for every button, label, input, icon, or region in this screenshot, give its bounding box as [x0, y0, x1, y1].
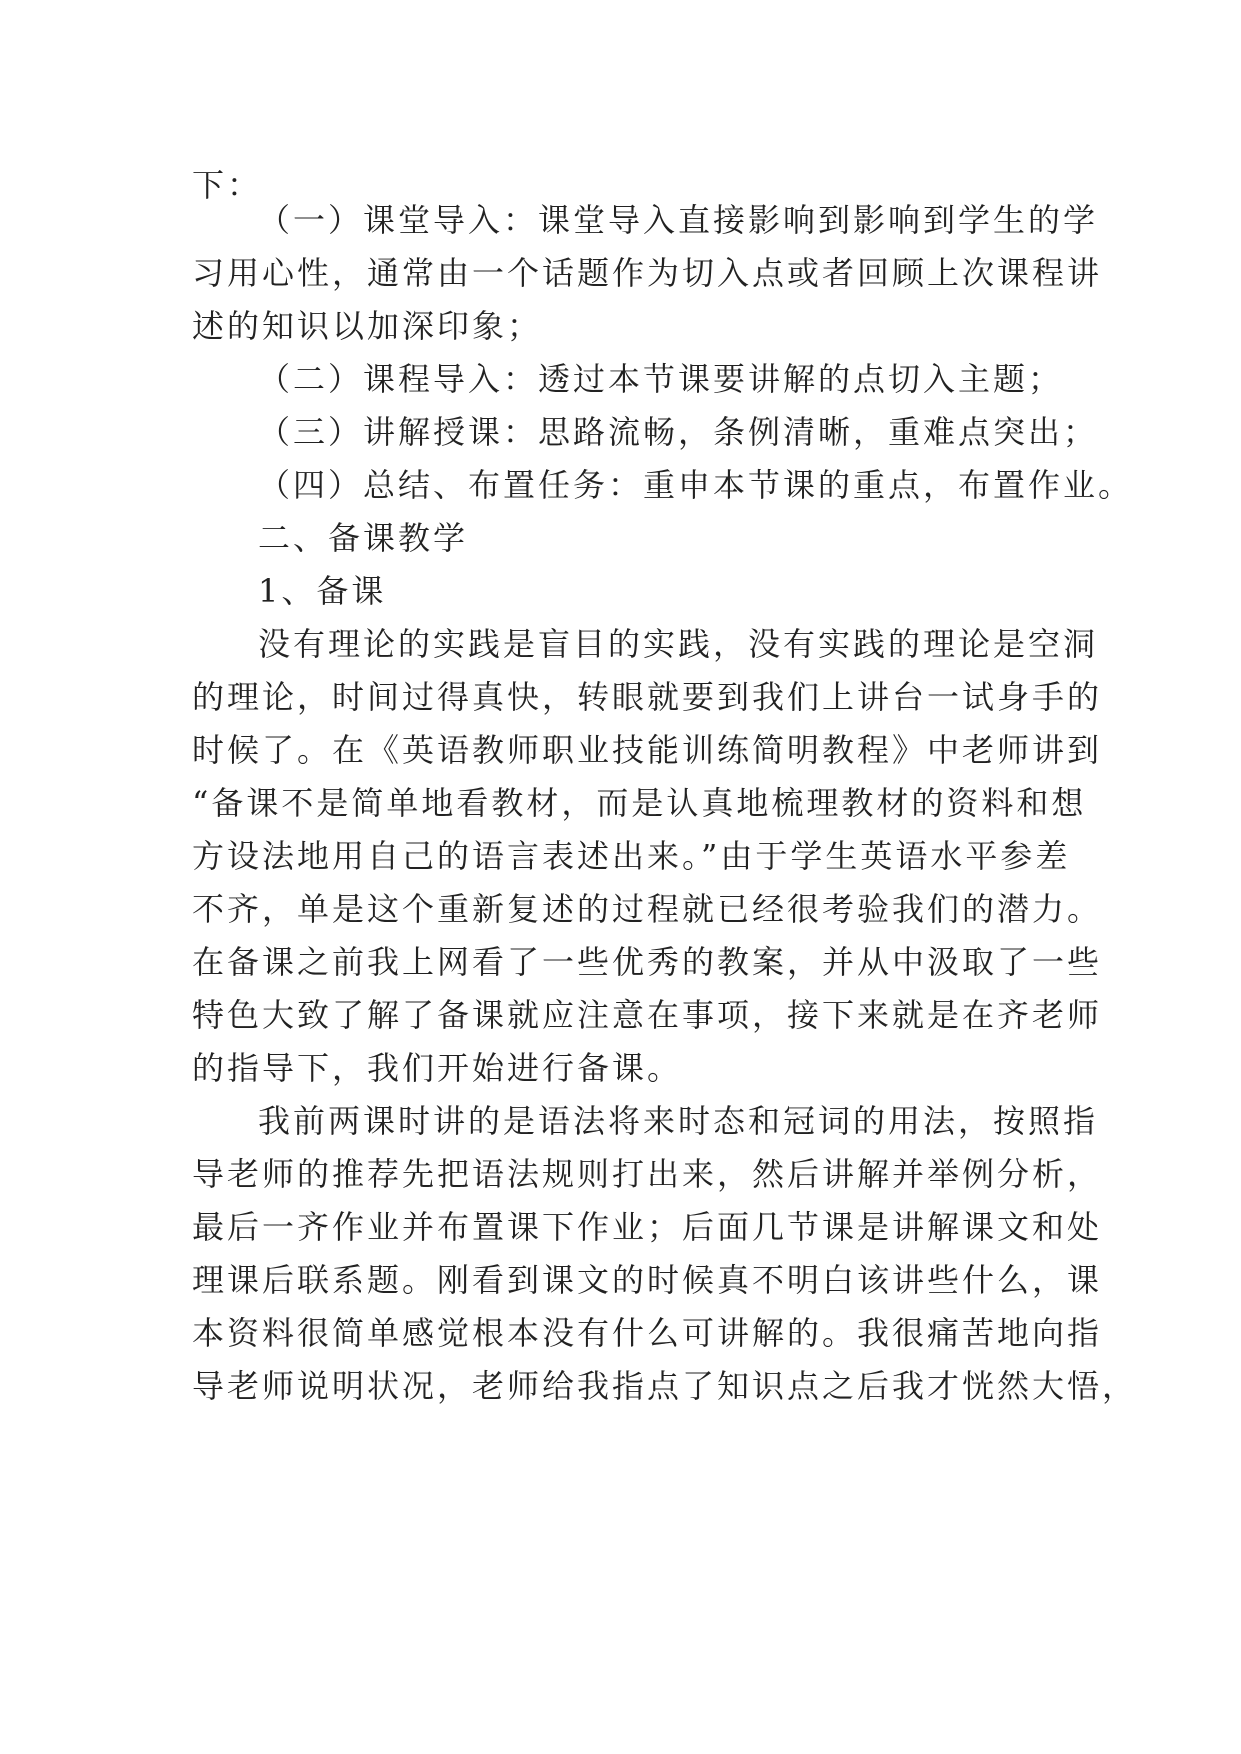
text-line: 的理论，时间过得真快，转眼就要到我们上讲台一试身手的 — [192, 678, 1103, 716]
text-line: （二）课程导入：透过本节课要讲解的点切入主题； — [258, 360, 1064, 398]
text-line: 本资料很简单感觉根本没有什么可讲解的。我很痛苦地向指 — [192, 1314, 1103, 1352]
text-line: 理课后联系题。刚看到课文的时候真不明白该讲些什么，课 — [192, 1261, 1103, 1299]
text-line: 特色大致了解了备课就应注意在事项，接下来就是在齐老师 — [192, 996, 1103, 1034]
text-line: 的指导下，我们开始进行备课。 — [192, 1049, 683, 1087]
text-line: 我前两课时讲的是语法将来时态和冠词的用法，按照指 — [258, 1102, 1099, 1140]
text-line: 方设法地用自己的语言表述出来。”由于学生英语水平参差 — [192, 837, 1071, 875]
subsection-heading: 1、备课 — [258, 572, 387, 610]
text-line: （一）课堂导入：课堂导入直接影响到影响到学生的学 — [258, 201, 1099, 239]
text-line: 在备课之前我上网看了一些优秀的教案，并从中汲取了一些 — [192, 943, 1103, 981]
text-line: 不齐，单是这个重新复述的过程就已经很考验我们的潜力。 — [192, 890, 1103, 928]
text-line: “备课不是简单地看教材，而是认真地梳理教材的资料和想 — [192, 784, 1087, 822]
section-heading: 二、备课教学 — [258, 519, 469, 557]
text-line: （四）总结、布置任务：重申本节课的重点，布置作业。 — [258, 466, 1134, 504]
text-line: 导老师的推荐先把语法规则打出来，然后讲解并举例分析， — [192, 1155, 1103, 1193]
text-line: （三）讲解授课：思路流畅，条例清晰，重难点突出； — [258, 413, 1099, 451]
text-line: 述的知识以加深印象； — [192, 307, 543, 345]
text-line: 导老师说明状况，老师给我指点了知识点之后我才恍然大悟， — [192, 1367, 1138, 1405]
text-line: 下： — [192, 166, 263, 204]
text-line: 时候了。在《英语教师职业技能训练简明教程》中老师讲到 — [192, 731, 1103, 769]
text-line: 最后一齐作业并布置课下作业；后面几节课是讲解课文和处 — [192, 1208, 1103, 1246]
text-line: 没有理论的实践是盲目的实践，没有实践的理论是空洞 — [258, 625, 1099, 663]
text-line: 习用心性，通常由一个话题作为切入点或者回顾上次课程讲 — [192, 254, 1103, 292]
